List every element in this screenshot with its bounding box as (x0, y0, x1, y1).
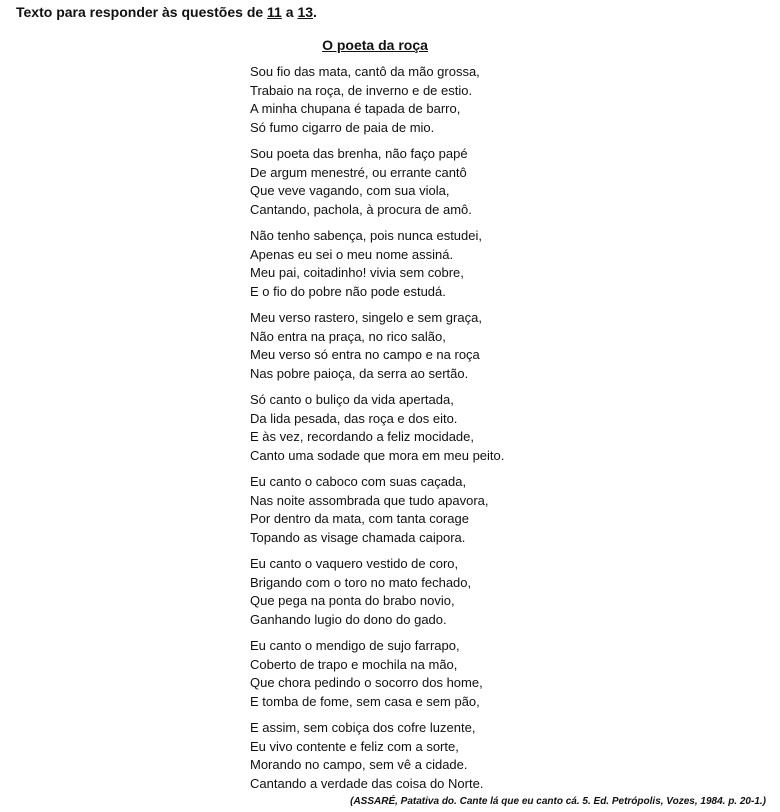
poem-line: Canto uma sodade que mora em meu peito. (250, 447, 505, 463)
poem-line: A minha chupana é tapada de barro, (250, 101, 461, 116)
stanza (250, 309, 504, 383)
poem-line: Eu canto o mendigo de sujo farrapo, (250, 638, 460, 653)
stanza (250, 145, 504, 219)
poem-line: E assim, sem cobiça dos cofre luzente, (250, 720, 476, 735)
question-start-number: 11 (267, 4, 282, 20)
stanza (250, 63, 504, 137)
poem-line: Só canto o buliço da vida apertada, (250, 392, 454, 407)
poem-line: Não tenho sabença, pois nunca estudei, (250, 228, 483, 243)
poem-line: Sou fio das mata, cantô da mão grossa, (250, 64, 480, 79)
poem-line: Brigando com o toro no mato fechado, (250, 574, 472, 590)
poem-line: De argum menestré, ou errante cantô (250, 164, 467, 180)
stanza (250, 473, 504, 547)
poem-line: Trabaio na roça, de inverno e de estio. (250, 82, 473, 98)
poem-line: E o fio do pobre não pode estudá. (250, 283, 446, 299)
poem-line: Meu verso só entra no campo e na roça (250, 347, 480, 362)
poem-line: E tomba de fome, sem casa e sem pão, (250, 693, 480, 709)
poem-line: Cantando a verdade das coisa do Norte. (250, 775, 484, 791)
stanza (250, 637, 504, 711)
poem-line: Meu pai, coitadinho! vivia sem cobre, (250, 265, 464, 280)
poem-line: Meu verso rastero, singelo e sem graça, (250, 310, 482, 325)
poem-line: Não entra na praça, no rico salão, (250, 328, 446, 344)
poem-title: O poeta da roça (322, 37, 428, 53)
poem-line: Nas pobre paioça, da serra ao sertão. (250, 365, 469, 381)
poem-line: Eu vivo contente e feliz com a sorte, (250, 738, 459, 754)
poem-line: Eu canto o caboco com suas caçada, (250, 474, 467, 489)
header-suffix: . (313, 4, 317, 20)
poem-line: Que veve vagando, com sua viola, (250, 183, 450, 198)
poem-line: E às vez, recordando a feliz mocidade, (250, 429, 475, 444)
poem-body (250, 63, 504, 801)
poem-line: Cantando, pachola, à procura de amô. (250, 201, 472, 217)
poem-line: Coberto de trapo e mochila na mão, (250, 656, 458, 672)
poem-line: Nas noite assombrada que tudo apavora, (250, 492, 489, 508)
poem-line: Topando as visage chamada caipora. (250, 529, 466, 545)
stanza (250, 391, 504, 465)
poem-line: Eu canto o vaquero vestido de coro, (250, 556, 459, 571)
poem-line: Que chora pedindo o socorro dos home, (250, 675, 483, 690)
poem-line: Por dentro da mata, com tanta corage (250, 511, 469, 526)
poem-line: Sou poeta das brenha, não faço papé (250, 146, 468, 161)
poem-title-container (0, 36, 750, 54)
poem-line: Morando no campo, sem vê a cidade. (250, 757, 468, 772)
instructions-header (16, 3, 317, 21)
poem-line: Só fumo cigarro de paia de mio. (250, 119, 435, 135)
poem-line: Ganhando lugio do dono do gado. (250, 611, 447, 627)
stanza (250, 555, 504, 629)
question-end-number: 13 (297, 4, 314, 20)
poem-line: Que pega na ponta do brabo novio, (250, 593, 455, 608)
header-connector: a (281, 4, 298, 20)
stanza (250, 227, 504, 301)
header-prefix: Texto para responder às questões de (16, 4, 268, 20)
poem-line: Da lida pesada, das roça e dos eito. (250, 410, 458, 426)
stanza (250, 719, 504, 793)
source-citation: (ASSARÉ, Patativa do. Cante lá que eu canto cá. 5. Ed. Petrópolis, Vozes, 1984. p. 20-1.) (350, 796, 766, 807)
poem-line: Apenas eu sei o meu nome assiná. (250, 246, 454, 262)
